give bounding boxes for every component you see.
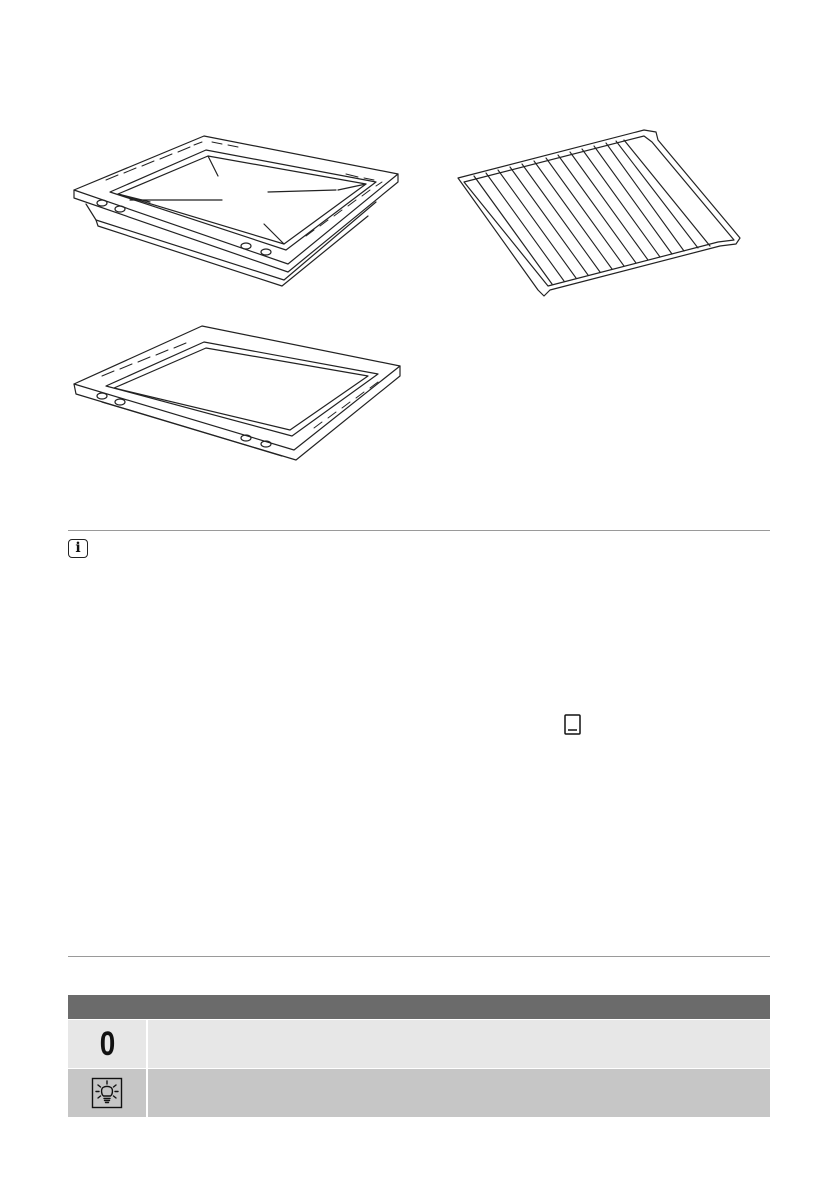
flat-baking-tray-illustration — [62, 318, 414, 466]
oven-function-table — [68, 995, 770, 1117]
row-description — [148, 1069, 770, 1117]
lamp-icon — [91, 1077, 123, 1109]
off-position-symbol: 0 — [99, 1025, 115, 1063]
row-description — [148, 1020, 770, 1068]
table-header — [68, 995, 770, 1019]
deep-baking-tray-illustration — [62, 128, 414, 288]
table-row — [68, 1068, 770, 1117]
section-divider-top — [68, 530, 770, 531]
info-icon: i — [68, 539, 88, 558]
wire-shelf-illustration — [448, 120, 748, 302]
table-row — [68, 1019, 770, 1068]
section-divider-bottom — [68, 956, 770, 957]
oven-display-icon — [564, 714, 581, 735]
off-position-icon — [68, 1020, 148, 1068]
lamp-cell — [68, 1069, 148, 1117]
